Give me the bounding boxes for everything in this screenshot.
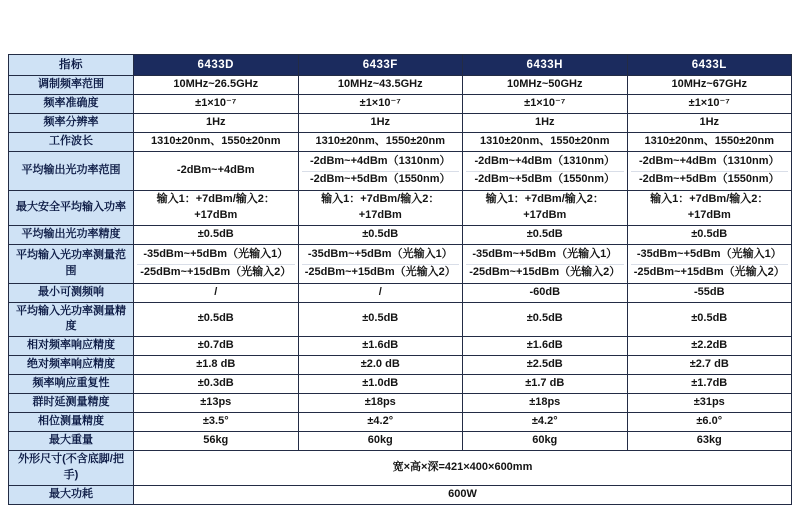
- table-row: [9, 356, 792, 375]
- row-span-value: 宽×高×深=421×400×600mm: [134, 451, 792, 486]
- table-row: [9, 190, 792, 225]
- value-cell: ±1.6dB: [463, 337, 628, 356]
- table-row: [9, 432, 792, 451]
- value-line: -25dBm~+15dBm（光输入2）: [631, 264, 789, 282]
- value-cell: 输入1：+7dBm/输入2：+17dBm: [463, 190, 628, 225]
- value-line: -25dBm~+15dBm（光输入2）: [137, 264, 295, 282]
- value-cell: [463, 151, 628, 190]
- value-line: -35dBm~+5dBm（光输入1）: [307, 247, 453, 260]
- value-cell: ±18ps: [463, 394, 628, 413]
- row-label: 平均输出光功率精度: [9, 225, 134, 244]
- row-label: 最大重量: [9, 432, 134, 451]
- value-line: -25dBm~+15dBm（光输入2）: [302, 264, 460, 282]
- value-line: -2dBm~+4dBm（1310nm）: [638, 154, 780, 167]
- row-label: 平均输入光功率测量精度: [9, 302, 134, 337]
- value-cell: ±13ps: [134, 394, 299, 413]
- value-cell: ±0.5dB: [298, 225, 463, 244]
- row-label: 调制频率范围: [9, 76, 134, 95]
- value-cell: ±0.3dB: [134, 375, 299, 394]
- value-cell: ±2.7 dB: [627, 356, 792, 375]
- model-header-6433D: 6433D: [134, 55, 299, 76]
- row-label: 相位测量精度: [9, 413, 134, 432]
- value-cell: [627, 244, 792, 283]
- table-row: [9, 225, 792, 244]
- value-cell: 输入1：+7dBm/输入2：+17dBm: [627, 190, 792, 225]
- table-row: [9, 283, 792, 302]
- value-line: -35dBm~+5dBm（光输入1）: [636, 247, 782, 260]
- table-row: [9, 113, 792, 132]
- spec-table-body: [9, 76, 792, 505]
- value-cell: 1Hz: [298, 113, 463, 132]
- spec-table-header: [9, 55, 792, 76]
- value-cell: 输入1：+7dBm/输入2：+17dBm: [134, 190, 299, 225]
- row-label: 群时延测量精度: [9, 394, 134, 413]
- value-cell: ±2.2dB: [627, 337, 792, 356]
- table-row: [9, 151, 792, 190]
- table-row: [9, 413, 792, 432]
- value-cell: 输入1：+7dBm/输入2：+17dBm: [298, 190, 463, 225]
- table-row: [9, 76, 792, 95]
- value-cell: ±0.7dB: [134, 337, 299, 356]
- table-row: [9, 485, 792, 504]
- value-cell: 60kg: [298, 432, 463, 451]
- value-cell: 10MHz~43.5GHz: [298, 76, 463, 95]
- table-row: [9, 302, 792, 337]
- value-cell: ±0.5dB: [134, 225, 299, 244]
- value-cell: ±1.0dB: [298, 375, 463, 394]
- indicator-header-cell: 指标: [9, 55, 134, 76]
- table-row: [9, 94, 792, 113]
- value-line: -25dBm~+15dBm（光输入2）: [466, 264, 624, 282]
- row-label: 绝对频率响应精度: [9, 356, 134, 375]
- value-cell: [298, 151, 463, 190]
- table-row: [9, 337, 792, 356]
- value-cell: /: [134, 283, 299, 302]
- value-cell: 60kg: [463, 432, 628, 451]
- row-label: 频率响应重复性: [9, 375, 134, 394]
- header-row: [9, 55, 792, 76]
- value-cell: 56kg: [134, 432, 299, 451]
- value-cell: ±18ps: [298, 394, 463, 413]
- model-header-6433F: 6433F: [298, 55, 463, 76]
- value-cell: ±0.5dB: [298, 302, 463, 337]
- row-label: 平均输入光功率测量范围: [9, 244, 134, 283]
- row-label: 外形尺寸(不含底脚/把手): [9, 451, 134, 486]
- value-line: -2dBm~+4dBm（1310nm）: [474, 154, 616, 167]
- value-cell: 1310±20nm、1550±20nm: [627, 132, 792, 151]
- value-cell: ±0.5dB: [463, 225, 628, 244]
- row-label: 最大功耗: [9, 485, 134, 504]
- spec-table: [8, 54, 792, 505]
- row-label: 最小可测频响: [9, 283, 134, 302]
- value-cell: ±1×10⁻⁷: [298, 94, 463, 113]
- table-row: [9, 132, 792, 151]
- value-cell: ±1.8 dB: [134, 356, 299, 375]
- row-label: 频率分辨率: [9, 113, 134, 132]
- value-line: -2dBm~+4dBm（1310nm）: [309, 154, 451, 167]
- row-label: 平均输出光功率范围: [9, 151, 134, 190]
- value-cell: 1310±20nm、1550±20nm: [298, 132, 463, 151]
- value-cell: ±3.5°: [134, 413, 299, 432]
- table-row: [9, 244, 792, 283]
- row-label: 频率准确度: [9, 94, 134, 113]
- value-cell: 1310±20nm、1550±20nm: [463, 132, 628, 151]
- value-cell: 1Hz: [463, 113, 628, 132]
- value-cell: 10MHz~26.5GHz: [134, 76, 299, 95]
- row-span-value: 600W: [134, 485, 792, 504]
- row-label: 工作波长: [9, 132, 134, 151]
- value-cell: ±4.2°: [298, 413, 463, 432]
- value-cell: ±6.0°: [627, 413, 792, 432]
- value-cell: ±0.5dB: [627, 225, 792, 244]
- value-cell: ±0.5dB: [134, 302, 299, 337]
- value-cell: 63kg: [627, 432, 792, 451]
- value-line: -35dBm~+5dBm（光输入1）: [472, 247, 618, 260]
- value-cell: 10MHz~67GHz: [627, 76, 792, 95]
- row-label: 最大安全平均输入功率: [9, 190, 134, 225]
- table-row: [9, 394, 792, 413]
- value-cell: ±31ps: [627, 394, 792, 413]
- table-row: [9, 451, 792, 486]
- value-cell: [134, 151, 299, 190]
- value-cell: 1Hz: [134, 113, 299, 132]
- value-cell: ±1.6dB: [298, 337, 463, 356]
- value-cell: [134, 244, 299, 283]
- value-line: -2dBm~+5dBm（1550nm）: [466, 171, 624, 189]
- value-line: -35dBm~+5dBm（光输入1）: [143, 247, 289, 260]
- row-label: 相对频率响应精度: [9, 337, 134, 356]
- value-cell: -55dB: [627, 283, 792, 302]
- value-cell: -60dB: [463, 283, 628, 302]
- value-cell: /: [298, 283, 463, 302]
- model-header-6433L: 6433L: [627, 55, 792, 76]
- value-cell: [463, 244, 628, 283]
- value-cell: ±1×10⁻⁷: [134, 94, 299, 113]
- value-cell: ±1×10⁻⁷: [463, 94, 628, 113]
- value-cell: ±0.5dB: [463, 302, 628, 337]
- value-cell: 10MHz~50GHz: [463, 76, 628, 95]
- table-row: [9, 375, 792, 394]
- value-cell: [298, 244, 463, 283]
- value-cell: ±1.7dB: [627, 375, 792, 394]
- value-cell: ±2.5dB: [463, 356, 628, 375]
- value-cell: 1Hz: [627, 113, 792, 132]
- value-line: -2dBm~+5dBm（1550nm）: [631, 171, 789, 189]
- value-line: -2dBm~+4dBm: [176, 163, 255, 176]
- value-cell: ±4.2°: [463, 413, 628, 432]
- value-cell: ±1.7 dB: [463, 375, 628, 394]
- value-cell: [627, 151, 792, 190]
- value-cell: 1310±20nm、1550±20nm: [134, 132, 299, 151]
- value-line: -2dBm~+5dBm（1550nm）: [302, 171, 460, 189]
- model-header-6433H: 6433H: [463, 55, 628, 76]
- value-cell: ±2.0 dB: [298, 356, 463, 375]
- value-cell: ±1×10⁻⁷: [627, 94, 792, 113]
- value-cell: ±0.5dB: [627, 302, 792, 337]
